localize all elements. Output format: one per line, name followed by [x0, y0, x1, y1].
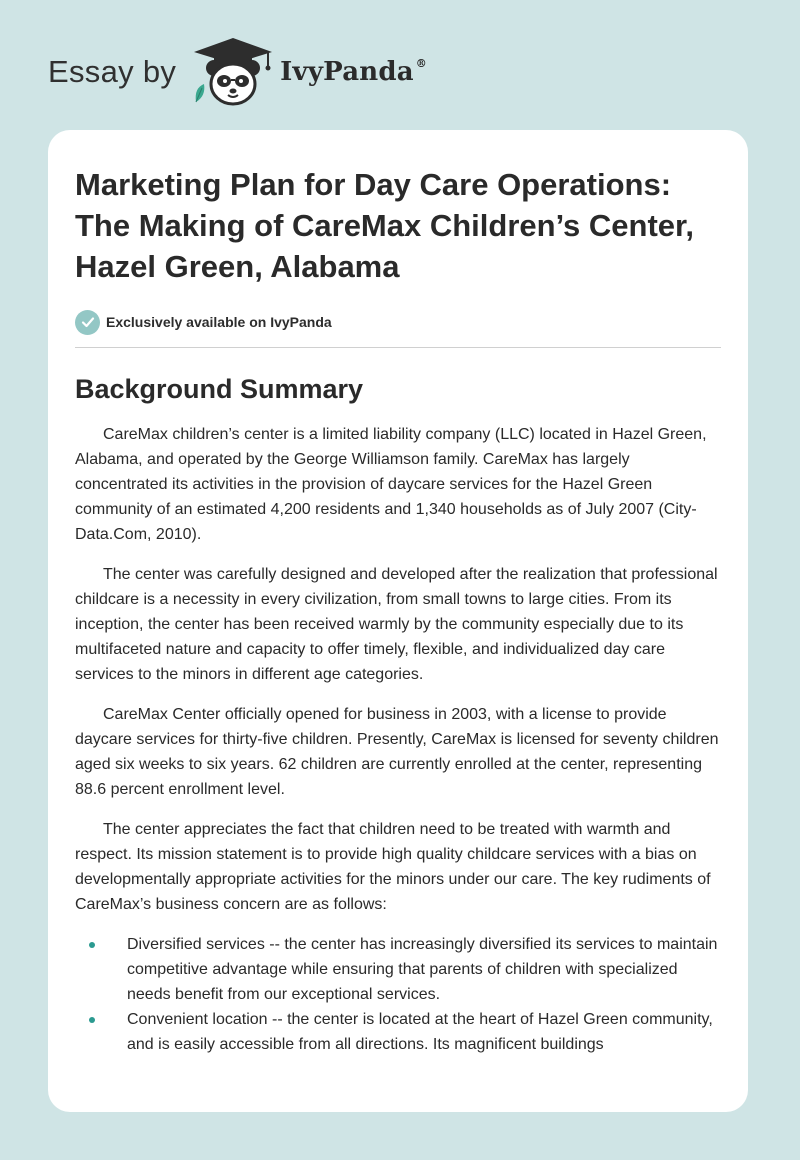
exclusive-badge	[75, 309, 721, 335]
brand-name[interactable]: IvyPanda ®	[280, 57, 427, 87]
exclusive-label: Exclusively available on IvyPanda	[106, 314, 332, 330]
bullet-dot-icon	[89, 942, 95, 948]
list-item	[127, 1007, 721, 1057]
divider	[75, 347, 721, 348]
paragraph: CareMax Center officially opened for business in 2003, with a license to provide daycare services for thirty-five children. Presently, CareMax is licensed for seventy children aged six weeks to six years. 62 children are currently enrolled at the center, representing 88.6 percent enrollment level.	[75, 706, 719, 798]
paragraph: CareMax children’s center is a limited liability company (LLC) located in Hazel Green, Alabama, and operated by the George Williamson family. CareMax has largely concentrated its activities in the provision of daycare services for the Hazel Green community of an estimated 4,200 residents and 1,340 households as of July 2007 (City-Data.Com, 2010).	[75, 426, 707, 543]
bullet-dot-icon	[89, 1017, 95, 1023]
essay-by-label: Essay by	[48, 54, 177, 89]
bullet-list	[75, 932, 721, 1057]
check-icon	[75, 310, 100, 335]
paragraph: The center appreciates the fact that children need to be treated with warmth and respect. Its mission statement is to provide high quality childcare services with a bias on developmentally appropriate activities for the minors under our care. The key rudiments of CareMax’s business concern are as follows:	[75, 821, 711, 913]
paragraph: The center was carefully designed and developed after the realization that professional childcare is a necessity in every civilization, from small towns to large cities. From its inception, the center has been received warmly by the community especially due to its multifaceted nature and capacity to offer timely, flexible, and individualized day care services to the minors in different age categories.	[75, 566, 718, 683]
list-item-text: Diversified services -- the center has increasingly diversified its services to maintain competitive advantage while ensuring that parents of children with specialized needs benefit from our exceptional services.	[127, 936, 718, 1003]
list-item	[127, 932, 721, 1007]
essay-card	[48, 130, 748, 1112]
essay-title: Marketing Plan for Day Care Operations: The Making of CareMax Children’s Center, Hazel Green, Alabama	[75, 167, 694, 284]
registered-mark: ®	[415, 57, 427, 70]
list-item-text: Convenient location -- the center is located at the heart of Hazel Green community, and is easily accessible from all directions. Its magnificent buildings	[127, 1011, 713, 1053]
section-heading: Background Summary	[75, 374, 364, 404]
panda-logo-icon[interactable]	[190, 32, 276, 113]
site-header	[48, 34, 427, 110]
